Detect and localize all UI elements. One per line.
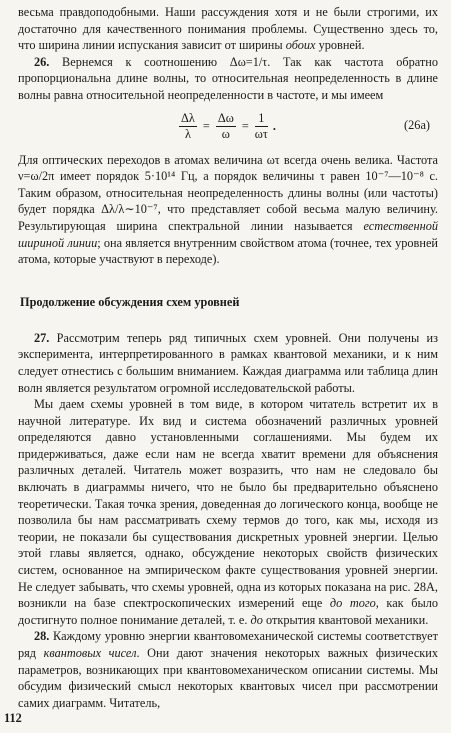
italic-emphasis: до того: [329, 596, 376, 611]
paragraph-text: Мы даем схемы уровней в том виде, в котором читатель встретит их в научной литературе. Их вид и система обозначений различных уровней определяются давно установленными соглашениями. Мы будем их придерживаться, даже если нам не всегда хватит времени для объяснения различных деталей. Читатель может возразить, что нам не следовало бы включать в диаграммы ничего, что не было бы предварительно объяснено теоретически. Такая точка зрения, доведенная до логического конца, вообще не позволила бы нам рассматривать схему термов до того, как мы, исходя из теории, не показали бы существования дискретных уровней энергии. Целью этой главы является, однако, обсуждение некоторых свойств физических систем, основанное на эмпирическом факте существования уровней энергии. Не следует забывать, что схемы уровней, одна из которых показана на рис. 28А, возникли на базе спектроскопических измерений еще: [18, 397, 438, 611]
italic-emphasis: до: [250, 612, 263, 627]
numerator: Δλ: [181, 110, 195, 125]
equals-sign: =: [241, 118, 249, 133]
section-heading: Продолжение обсуждения схем уровней: [20, 294, 240, 309]
section-number: 28.: [34, 629, 50, 644]
denominator: ω: [221, 126, 230, 141]
equation-26a: [18, 106, 438, 148]
numerator: 1: [258, 110, 265, 125]
paragraph-continued: [18, 4, 438, 54]
fraction-dlambda: [179, 112, 197, 141]
numerator: Δω: [217, 110, 234, 125]
fraction-one-over-omegatau: [255, 112, 268, 141]
fraction-domega: [216, 112, 236, 141]
paragraph-level-schemes: [18, 396, 438, 628]
paragraph-after-equation: [18, 152, 438, 268]
equals-sign: =: [202, 118, 210, 133]
paragraph-27: [18, 330, 438, 396]
paragraph-text: ; она является внутренним свойством атома (точнее, тех уровней атома, которые участвуют в переходе).: [18, 235, 438, 267]
period: .: [272, 118, 276, 133]
paragraph-text: открытия квантовой механики.: [262, 612, 429, 627]
paragraph-26: [18, 54, 438, 104]
italic-emphasis: квантовых чисел: [43, 646, 137, 660]
italic-emphasis: обоих: [285, 38, 316, 53]
section-number: 27.: [34, 330, 50, 345]
denominator: λ: [184, 126, 191, 141]
denominator: ωτ: [254, 126, 268, 141]
equation-body: [176, 112, 276, 141]
paragraph-text: Рассмотрим теперь ряд типичных схем уровней. Они получены из эксперимента, интерпретированного в рамках квантовой механики, и к ним следует отнестись с большим вниманием. Каждая диаграмма или таблица длин волн является результатом огромной исследовательской работы.: [18, 330, 438, 395]
paragraph-text: Каждому уровню энергии квантовомеханической системы соответствует ряд: [18, 629, 438, 660]
paragraph-text: уровней.: [315, 38, 365, 53]
section-number: 26.: [34, 54, 50, 69]
paragraph-text: Для оптических переходов в атомах величина ωτ всегда очень велика. Частота ν=ω/2π имеет порядок 5·10¹⁴ Гц, а порядок величины τ равен 10⁻⁷—10⁻⁸ с. Таким образом, относительная неопределенность длины волны (или частоты) будет порядка Δλ/λ∼10⁻⁷, что представляет собой весьма малую величину. Результирующая ширина спектральной линии называется: [18, 152, 438, 233]
paragraph-text: весьма правдоподобными. Наши рассуждения хотя и не были строгими, их достаточно для качественного понимания проблемы. Существенно здесь то, что ширина линии испускания зависит от ширины: [18, 5, 438, 53]
paragraph-28: [18, 628, 438, 711]
paragraph-text: , как было достигнуто полное понимание деталей, т. е.: [18, 596, 439, 627]
page-number: 112: [4, 711, 22, 725]
paragraph-text: Вернемся к соотношению Δω=1/τ. Так как частота обратно пропорциональна длине волны, то относительная неопределенность в длине волны равна относительной неопределенности в частоте, и мы имеем: [18, 54, 438, 102]
italic-emphasis: естественной шириной линии: [18, 218, 438, 250]
paragraph-text: . Они дают значения некоторых важных физических параметров, возникающих при квантовомеханическом описании системы. Мы обсудим физический смысл некоторых квантовых чисел при рассмотрении самих диаграмм. Читатель,: [18, 646, 438, 710]
equation-number: (26a): [404, 117, 430, 132]
